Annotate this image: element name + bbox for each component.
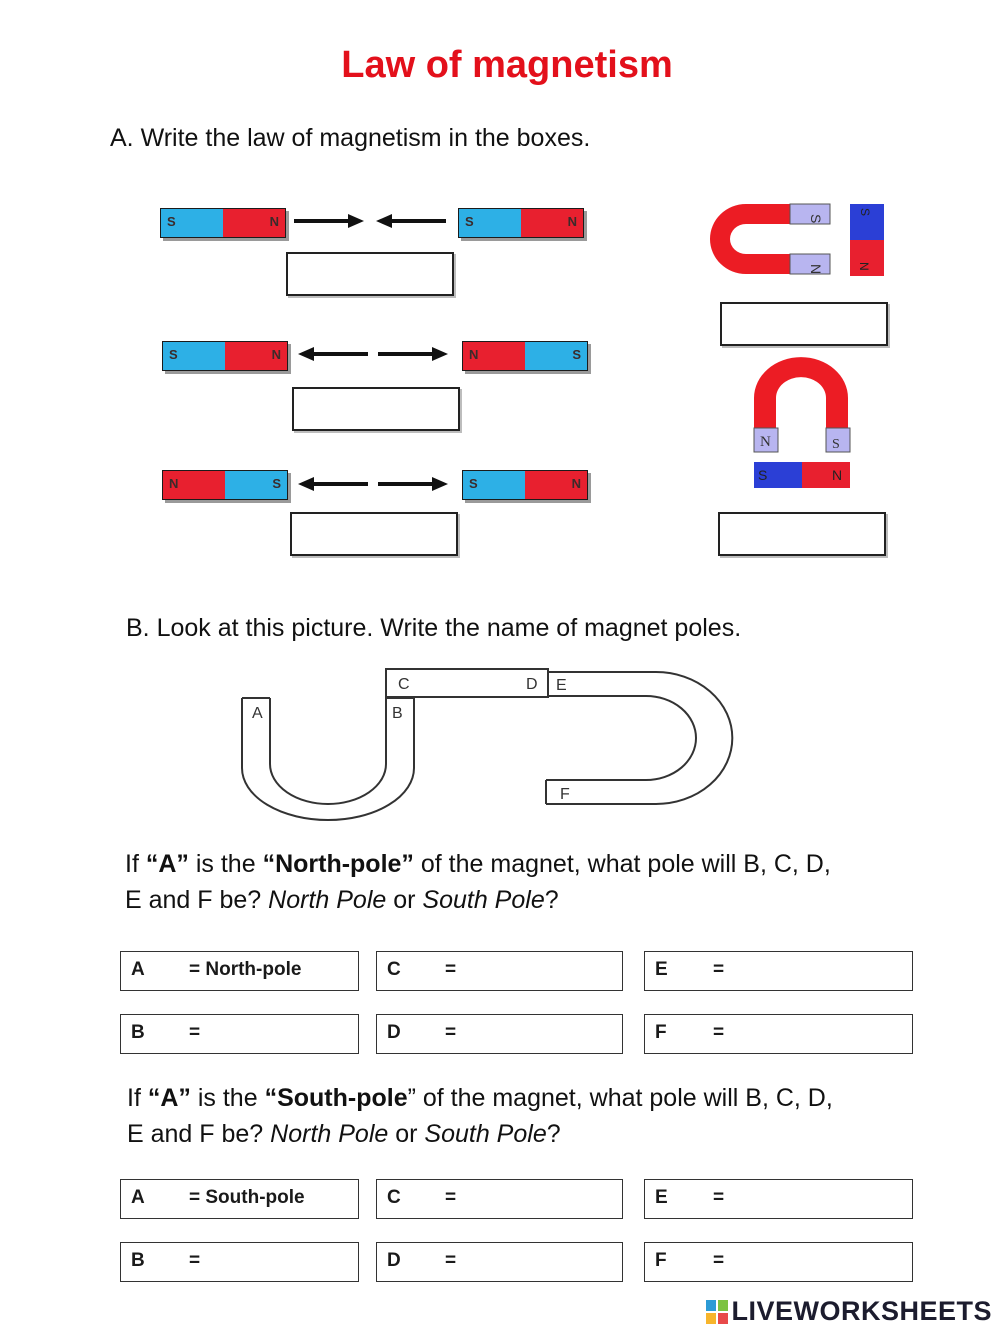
horseshoe-pole-label: N (760, 434, 771, 450)
answer-cell-f[interactable]: F = (644, 1014, 913, 1054)
section-b-instruction: B. Look at this picture. Write the name of magnet poles. (126, 614, 742, 642)
magnet-pole: N (223, 209, 285, 237)
pole-label-b: B (392, 705, 403, 722)
answer-box-5[interactable] (718, 512, 886, 556)
bar-pole-label: N (857, 262, 871, 271)
answer-box-2[interactable] (292, 387, 460, 431)
arrow-right-icon (292, 211, 366, 231)
bar-magnet-3-left (162, 470, 288, 500)
arrow-right-icon (376, 344, 450, 364)
horseshoe-magnet-vertical (740, 352, 870, 494)
bar-pole-label: N (832, 467, 843, 483)
bar-magnet-2-left (162, 341, 288, 371)
arrow-left-icon (296, 474, 370, 494)
answer-cell-b[interactable]: B = (120, 1242, 359, 1282)
magnet-pole: N (521, 209, 583, 237)
magnet-pole: S (163, 342, 225, 370)
logo-text: LIVEWORKSHEETS (731, 1296, 992, 1326)
pole-label-d: D (526, 676, 538, 693)
magnet-pole: N (463, 342, 525, 370)
magnet-pole: S (459, 209, 521, 237)
answer-cell-d[interactable]: D = (376, 1014, 623, 1054)
horseshoe-pole-label: S (808, 214, 824, 224)
magnet-pole: N (225, 342, 287, 370)
question-2: If “A” is the “South-pole” of the magnet, what pole will B, C, D, E and F be? North Pole or South Pole? (127, 1084, 833, 1148)
pole-label-c: C (398, 676, 410, 693)
answer-cell-c[interactable]: C = (376, 1179, 623, 1219)
compound-magnet-diagram (236, 664, 736, 824)
answer-box-1[interactable] (286, 252, 454, 296)
arrow-left-icon (374, 211, 448, 231)
answer-box-3[interactable] (290, 512, 458, 556)
pole-label-f: F (560, 786, 570, 803)
pole-label-e: E (556, 677, 567, 694)
bar-magnet-1-left (160, 208, 286, 238)
bar-pole-label: S (758, 467, 768, 483)
answer-cell-a[interactable]: A = North-pole (120, 951, 359, 991)
magnet-pole: S (161, 209, 223, 237)
section-a-instruction: A. Write the law of magnetism in the boxes. (110, 124, 591, 152)
horseshoe-magnet-horizontal (700, 198, 895, 280)
bar-magnet-1-right (458, 208, 584, 238)
arrow-right-icon (376, 474, 450, 494)
magnet-pole: N (525, 471, 587, 499)
answer-cell-e[interactable]: E = (644, 951, 913, 991)
magnet-pole: S (463, 471, 525, 499)
horseshoe-pole-label: S (832, 437, 840, 452)
bar-magnet-2-right (462, 341, 588, 371)
answer-cell-c[interactable]: C = (376, 951, 623, 991)
bar-magnet-3-right (462, 470, 588, 500)
answer-box-4[interactable] (720, 302, 888, 346)
liveworksheets-logo-icon (706, 1300, 728, 1324)
page-title: Law of magnetism (341, 44, 673, 86)
magnet-pole: S (225, 471, 287, 499)
answer-cell-e[interactable]: E = (644, 1179, 913, 1219)
answer-cell-a[interactable]: A = South-pole (120, 1179, 359, 1219)
liveworksheets-logo[interactable] (706, 1296, 992, 1327)
magnet-pole: S (525, 342, 587, 370)
pole-label-a: A (252, 705, 263, 722)
answer-cell-f[interactable]: F = (644, 1242, 913, 1282)
arrow-left-icon (296, 344, 370, 364)
magnet-pole: N (163, 471, 225, 499)
answer-cell-b[interactable]: B = (120, 1014, 359, 1054)
answer-cell-d[interactable]: D = (376, 1242, 623, 1282)
bar-pole-label: S (858, 208, 872, 217)
horseshoe-pole-label: N (808, 264, 824, 275)
question-1: If “A” is the “North-pole” of the magnet, what pole will B, C, D, E and F be? North Pole or South Pole? (125, 850, 831, 914)
